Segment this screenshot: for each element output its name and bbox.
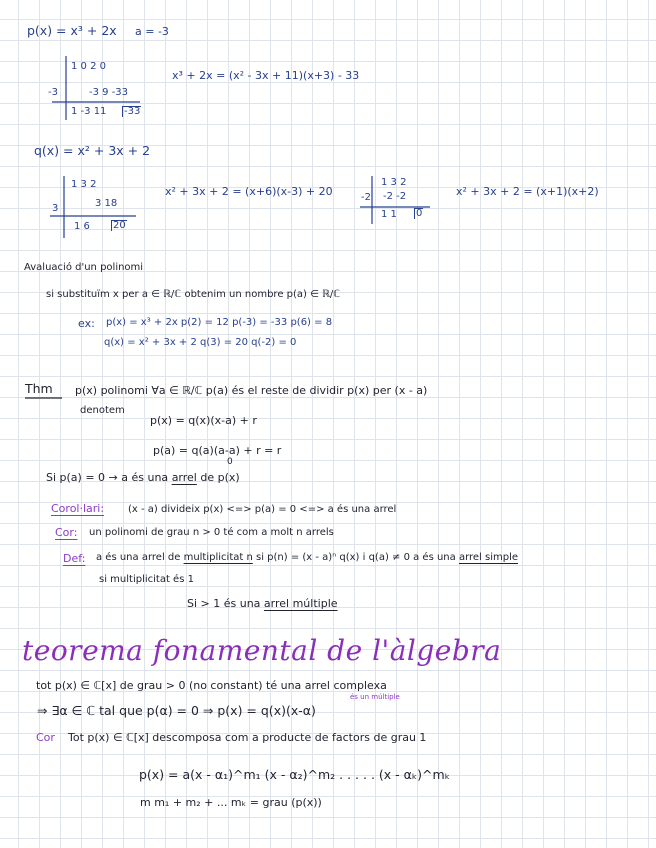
sum-formula: m m₁ + m₂ + ... mₖ = grau (p(x)) [140,796,322,809]
def-mid: si p(n) = (x - a)ⁿ q(x) i q(a) ≠ 0 a és una [252,552,459,563]
corollari-text: (x - a) divideix p(x) <=> p(a) = 0 <=> a és una arrel [128,504,397,515]
def-arrel-simple: arrel simple [458,552,519,563]
ruffini2-row3: 1 6 [74,221,90,232]
arrel-sentence-post: de p(x) [196,471,240,484]
thm-statement: p(x) polinomi ∀a ∈ ℝ/ℂ p(a) és el reste de dividir p(x) per (x - a) [75,384,428,397]
cor-text: un polinomi de grau n > 0 té com a molt n arrels [89,527,334,538]
arrel-term: arrel [171,471,197,484]
avaluacio-heading: Avaluació d'un polinomi [24,262,144,273]
ruffini2-row1: 1 3 2 [71,179,97,190]
def-pre: a és una arrel de [96,552,184,563]
multiple-pre: Si > 1 és una [187,597,264,610]
thm-eq2-zero: 0 [227,457,233,467]
thm-eq2: p(a) = q(a)(a-a) + r = r [153,444,282,457]
ruffini1-row2: -3 9 -33 [89,87,129,98]
tfa-line2: ⇒ ∃α ∈ ℂ tal que p(α) = 0 ⇒ p(x) = q(x)(x-α) [37,703,316,718]
arrel-sentence [46,472,240,483]
def-label: Def: [63,552,86,565]
corollari-label: Corol·lari: [51,502,105,515]
tfa-line1: tot p(x) ∈ ℂ[x] de grau > 0 (no constant) té una arrel complexa [36,679,387,692]
tfa-cor-label: Cor [36,731,55,744]
def-line2: si multiplicitat és 1 [99,574,194,585]
thm-label: Thm [25,381,53,396]
arrel-sentence-pre: Si p(a) = 0 → a és una [46,471,172,484]
ruffini3-remainder: 0 [416,208,423,219]
multiple-sentence [187,598,338,609]
ruffini1-row1: 1 0 2 0 [71,61,106,72]
ruffini2-row2: 3 18 [95,198,118,209]
thm-eq1: p(x) = q(x)(x-a) + r [150,414,257,427]
ruffini3-row2: -2 -2 [383,191,407,202]
example-line1: p(x) = x³ + 2x p(2) = 12 p(-3) = -33 p(6) = 8 [106,317,333,328]
ruffini1-row3: 1 -3 11 [71,106,107,117]
denotem-label: denotem [80,405,125,416]
avaluacio-line1: si substituïm x per a ∈ ℝ/ℂ obtenim un nombre p(a) ∈ ℝ/ℂ [46,289,341,300]
tfa-note: és un múltiple [350,693,400,701]
a-value: a = -3 [135,25,169,38]
ruffini3-a: -2 [361,192,371,203]
example-label: ex: [78,317,95,330]
tfa-title: teorema fonamental de l'àlgebra [22,634,502,667]
p-definition: p(x) = x³ + 2x [27,23,117,38]
cor-label: Cor: [55,526,78,539]
q-definition: q(x) = x² + 3x + 2 [34,143,151,158]
ruffini1-remainder: -33 [124,106,141,117]
example-line2: q(x) = x² + 3x + 2 q(3) = 20 q(-2) = 0 [104,337,297,348]
product-formula: p(x) = a(x - α₁)^m₁ (x - α₂)^m₂ . . . . . (x - αₖ)^mₖ [139,767,451,782]
ruffini1-a: -3 [48,87,58,98]
ruffini3-row1: 1 3 2 [381,177,407,188]
tfa-cor-text: Tot p(x) ∈ ℂ[x] descomposa com a producte de factors de grau 1 [68,731,427,744]
division-result-1: x³ + 2x = (x² - 3x + 11)(x+3) - 33 [172,69,360,82]
division-result-3: x² + 3x + 2 = (x+1)(x+2) [456,185,599,198]
arrel-multiple-term: arrel múltiple [263,597,338,610]
division-result-2: x² + 3x + 2 = (x+6)(x-3) + 20 [165,185,333,198]
def-text [96,553,518,563]
ruffini2-a: 3 [52,203,59,214]
ruffini2-remainder: 20 [113,220,126,231]
def-multiplicitat: multiplicitat n [183,552,253,563]
ruffini3-row3: 1 1 [381,209,397,220]
